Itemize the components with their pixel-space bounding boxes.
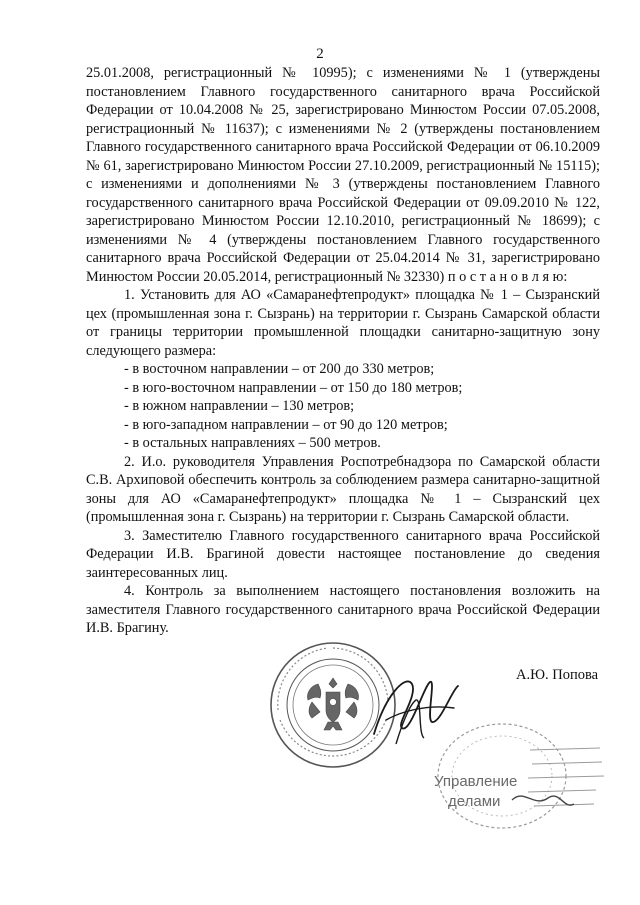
zone-item-southwest: - в юго-западном направлении – от 90 до 120 метров; (124, 416, 448, 433)
clause-2: 2. И.о. руководителя Управления Роспотребнадзора по Самарской области С.В. Архиповой обеспечить контроль за соблюдением размера санитарно-защитной зоны для АО «Самаранефтепродукт» площадка № 1 – Сызранский цех (промышленная зона г. Сызрань) на территории г. Сызрань Самарской области. (86, 453, 600, 525)
zone-item-south: - в южном направлении – 130 метров; (124, 398, 355, 414)
clause-3: 3. Заместителю Главного государственного санитарного врача Российской Федерации И.В. Брагиной довести настоящее постановление до сведения заинтересованных лиц. (86, 527, 600, 581)
signatory-name: А.Ю. Попова (516, 667, 599, 683)
page-number: 2 (316, 46, 324, 62)
zone-item-southeast: - в юго-восточном направлении – от 150 до 180 метров; (124, 379, 463, 396)
zone-item-east: - в восточном направлении – от 200 до 330 метров; (124, 361, 435, 377)
registry-stamp (424, 718, 610, 838)
zone-item-other: - в остальных направлениях – 500 метров. (124, 435, 381, 451)
document-body (86, 64, 600, 638)
clause-1: 1. Установить для АО «Самаранефтепродукт» площадка № 1 – Сызранский цех (промышленная зона г. Сызрань) на территории г. Сызрань Самарской области от границы территории промышленной площадки санитарно-защитную зону следующего размера: (86, 287, 600, 359)
svg-text:делами: делами (448, 793, 501, 810)
svg-text:Управление: Управление (434, 773, 518, 790)
clause-4: 4. Контроль за выполнением настоящего постановления возложить на заместителя Главного государственного санитарного врача Российской Федерации И.В. Брагину. (86, 583, 600, 636)
intro-paragraph: 25.01.2008, регистрационный № 10995); с изменениями № 1 (утверждены постановлением Главного государственного санитарного врача Российской Федерации от 10.04.2008 № 25, зарегистрировано Минюстом России 07.05.2008, регистрационный № 11637); с изменениями № 2 (утверждены постановлением Главного государственного санитарного врача Российской Федерации от 06.10.2009 № 61, зарегистрировано Минюстом России 27.10.2009, регистрационный № 15115); с изменениями и дополнениями № 3 (утверждены постановлением Главного государственного санитарного врача Российской Федерации от 09.09.2010 № 122, зарегистрировано Минюстом России 12.10.2010, регистрационный № 18699); с изменениями № 4 (утверждены постановлением Главного государственного санитарного врача Российской Федерации от 25.04.2014 № 31, зарегистрировано Минюстом России 20.05.2014, регистрационный № 32330) п о с т а н о в л я ю: (86, 65, 600, 285)
